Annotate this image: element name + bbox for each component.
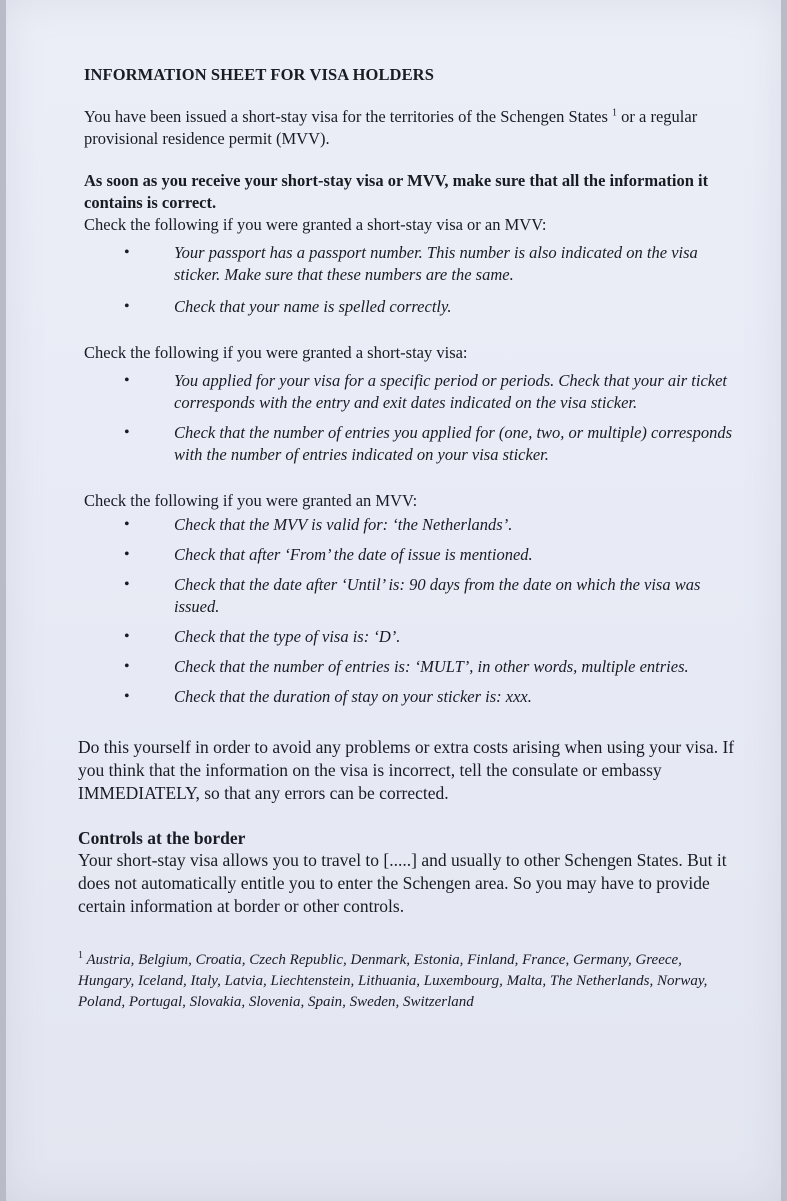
list-item: • Check that the MVV is valid for: ‘the Netherlands’. [124, 515, 513, 534]
intro-paragraph [84, 106, 738, 150]
bullet-icon: • [124, 658, 130, 675]
section-mvv-lead: Check the following if you were granted an MVV: [84, 491, 418, 510]
section-visa-list [78, 370, 738, 466]
document-content [78, 64, 738, 1013]
important-notice: As soon as you receive your short-stay visa or MVV, make sure that all the information it contains is correct. [84, 171, 709, 212]
footnote-marker: 1 [78, 950, 83, 961]
bullet-icon: • [124, 516, 130, 533]
bullet-icon: • [124, 628, 130, 645]
advice-paragraph: Do this yourself in order to avoid any problems or extra costs arising when using your visa. If you think that the information on the visa is incorrect, tell the consulate or embassy IMMEDIATELY, so that any errors can be corrected. [78, 737, 735, 803]
intro-text-b: or a regular provisional residence permit (MVV). [84, 107, 698, 148]
list-item: • Check that your name is spelled correctly. [124, 297, 452, 316]
section-both-list [78, 242, 738, 318]
footnote-reference: 1 [612, 107, 618, 119]
section-visa-lead: Check the following if you were granted a short-stay visa: [84, 343, 468, 362]
bullet-icon: • [124, 298, 130, 315]
bullet-icon: • [124, 688, 130, 705]
footnote [78, 950, 738, 1013]
list-item: • Check that the date after ‘Until’ is: 90 days from the date on which the visa was issued. [124, 575, 701, 616]
list-item: • Check that after ‘From’ the date of issue is mentioned. [124, 545, 533, 564]
document-title: INFORMATION SHEET FOR VISA HOLDERS [84, 65, 434, 84]
section-both-lead: Check the following if you were granted a short-stay visa or an MVV: [84, 215, 547, 234]
list-item: • Check that the number of entries you applied for (one, two, or multiple) corresponds with the number of entries indicated on your visa sticker. [124, 423, 733, 464]
bullet-icon: • [124, 372, 130, 389]
bullet-icon: • [124, 244, 130, 261]
list-item: • Your passport has a passport number. This number is also indicated on the visa sticker. Make sure that these numbers are the same. [124, 243, 698, 284]
bullet-icon: • [124, 424, 130, 441]
controls-heading: Controls at the border [78, 828, 246, 848]
bullet-icon: • [124, 546, 130, 563]
intro-text-a: You have been issued a short-stay visa for the territories of the Schengen States [84, 107, 608, 126]
bullet-icon: • [124, 576, 130, 593]
section-mvv-list [78, 514, 738, 708]
controls-paragraph: Your short-stay visa allows you to travel to [.....] and usually to other Schengen States. But it does not automatically entitle you to enter the Schengen area. So you may have to provide certain information at border or other controls. [78, 850, 727, 916]
list-item: • You applied for your visa for a specific period or periods. Check that your air ticket corresponds with the entry and exit dates indicated on the visa sticker. [124, 371, 727, 412]
list-item: • Check that the duration of stay on your sticker is: xxx. [124, 687, 532, 706]
list-item: • Check that the type of visa is: ‘D’. [124, 627, 401, 646]
footnote-text: Austria, Belgium, Croatia, Czech Republic, Denmark, Estonia, Finland, France, Germany, Greece, Hungary, Iceland, Italy, Latvia, Liechtenstein, Lithuania, Luxembourg, Malta, The Netherlands, Norway, Poland, Portugal, Slovakia, Slovenia, Spain, Sweden, Switzerland [78, 952, 708, 1010]
list-item: • Check that the number of entries is: ‘MULT’, in other words, multiple entries. [124, 657, 689, 676]
document-page [6, 0, 781, 1201]
